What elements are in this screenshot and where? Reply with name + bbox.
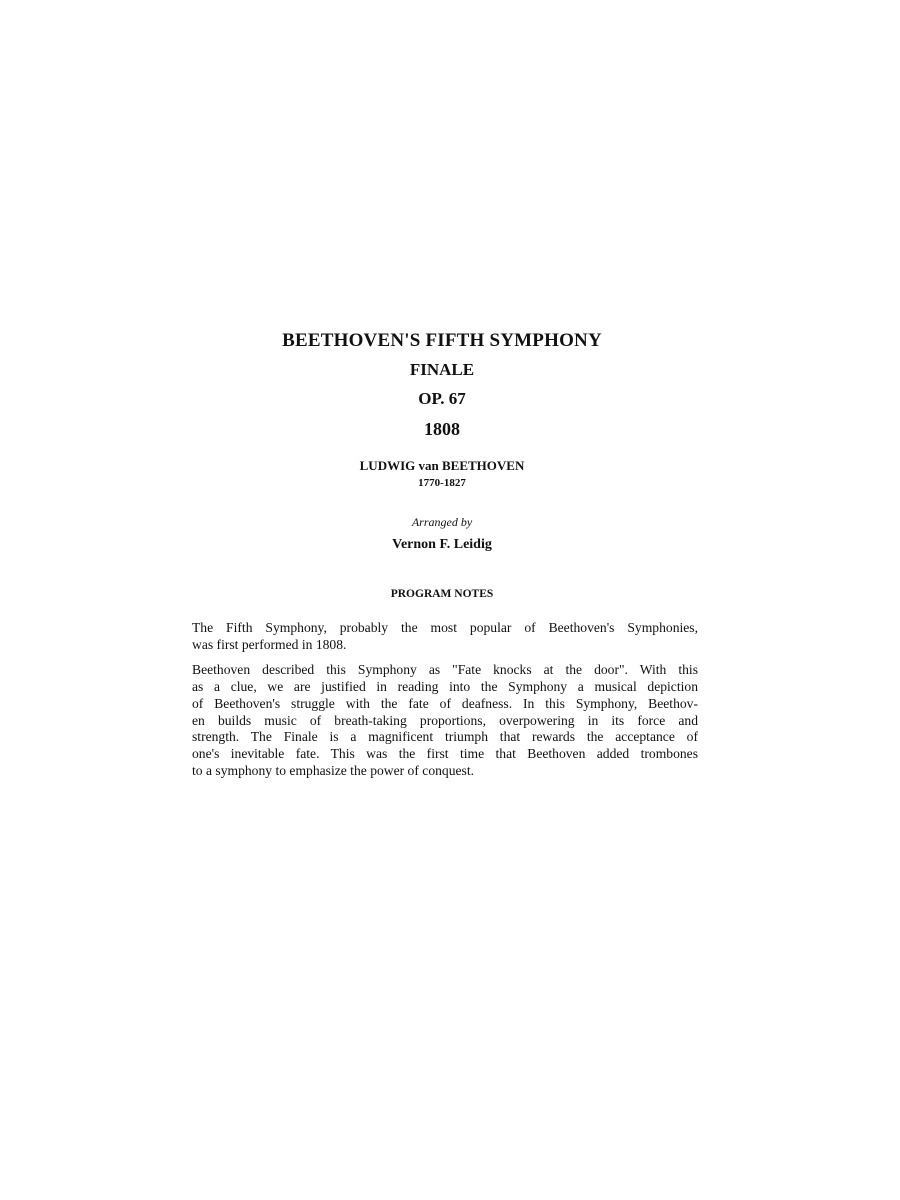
notes-line: one's inevitable fate. This was the first time that Beethoven added trombones — [192, 745, 698, 761]
program-notes-body — [192, 620, 698, 788]
notes-line: strength. The Finale is a magnificent triumph that rewards the acceptance of — [192, 729, 698, 745]
notes-paragraph-1 — [192, 620, 698, 653]
composition-year: 1808 — [424, 419, 460, 439]
notes-line: as a clue, we are justified in reading into the Symphony a musical depiction — [192, 679, 698, 695]
program-notes-heading: PROGRAM NOTES — [390, 588, 494, 600]
composer-dates: 1770-1827 — [418, 477, 466, 489]
arranger-name: Vernon F. Leidig — [392, 537, 492, 552]
composer-name: LUDWIG van BEETHOVEN — [359, 458, 525, 473]
notes-paragraph-2 — [192, 662, 698, 779]
opus-number: OP. 67 — [418, 389, 466, 408]
notes-line: of Beethoven's struggle with the fate of deafness. In this Symphony, Beethov- — [192, 695, 698, 711]
notes-line: was first performed in 1808. — [192, 636, 347, 652]
symphony-title: BEETHOVEN'S FIFTH SYMPHONY — [282, 330, 602, 351]
notes-line: The Fifth Symphony, probably the most popular of Beethoven's Symphonies, — [192, 620, 698, 635]
notes-line: en builds music of breath-taking proportions, overpowering in its force and — [192, 712, 698, 728]
notes-line: Beethoven described this Symphony as "Fate knocks at the door". With this — [192, 662, 698, 678]
arranged-by-label: Arranged by — [411, 515, 473, 529]
notes-line: to a symphony to emphasize the power of conquest. — [192, 762, 475, 778]
movement-name: FINALE — [409, 360, 475, 379]
